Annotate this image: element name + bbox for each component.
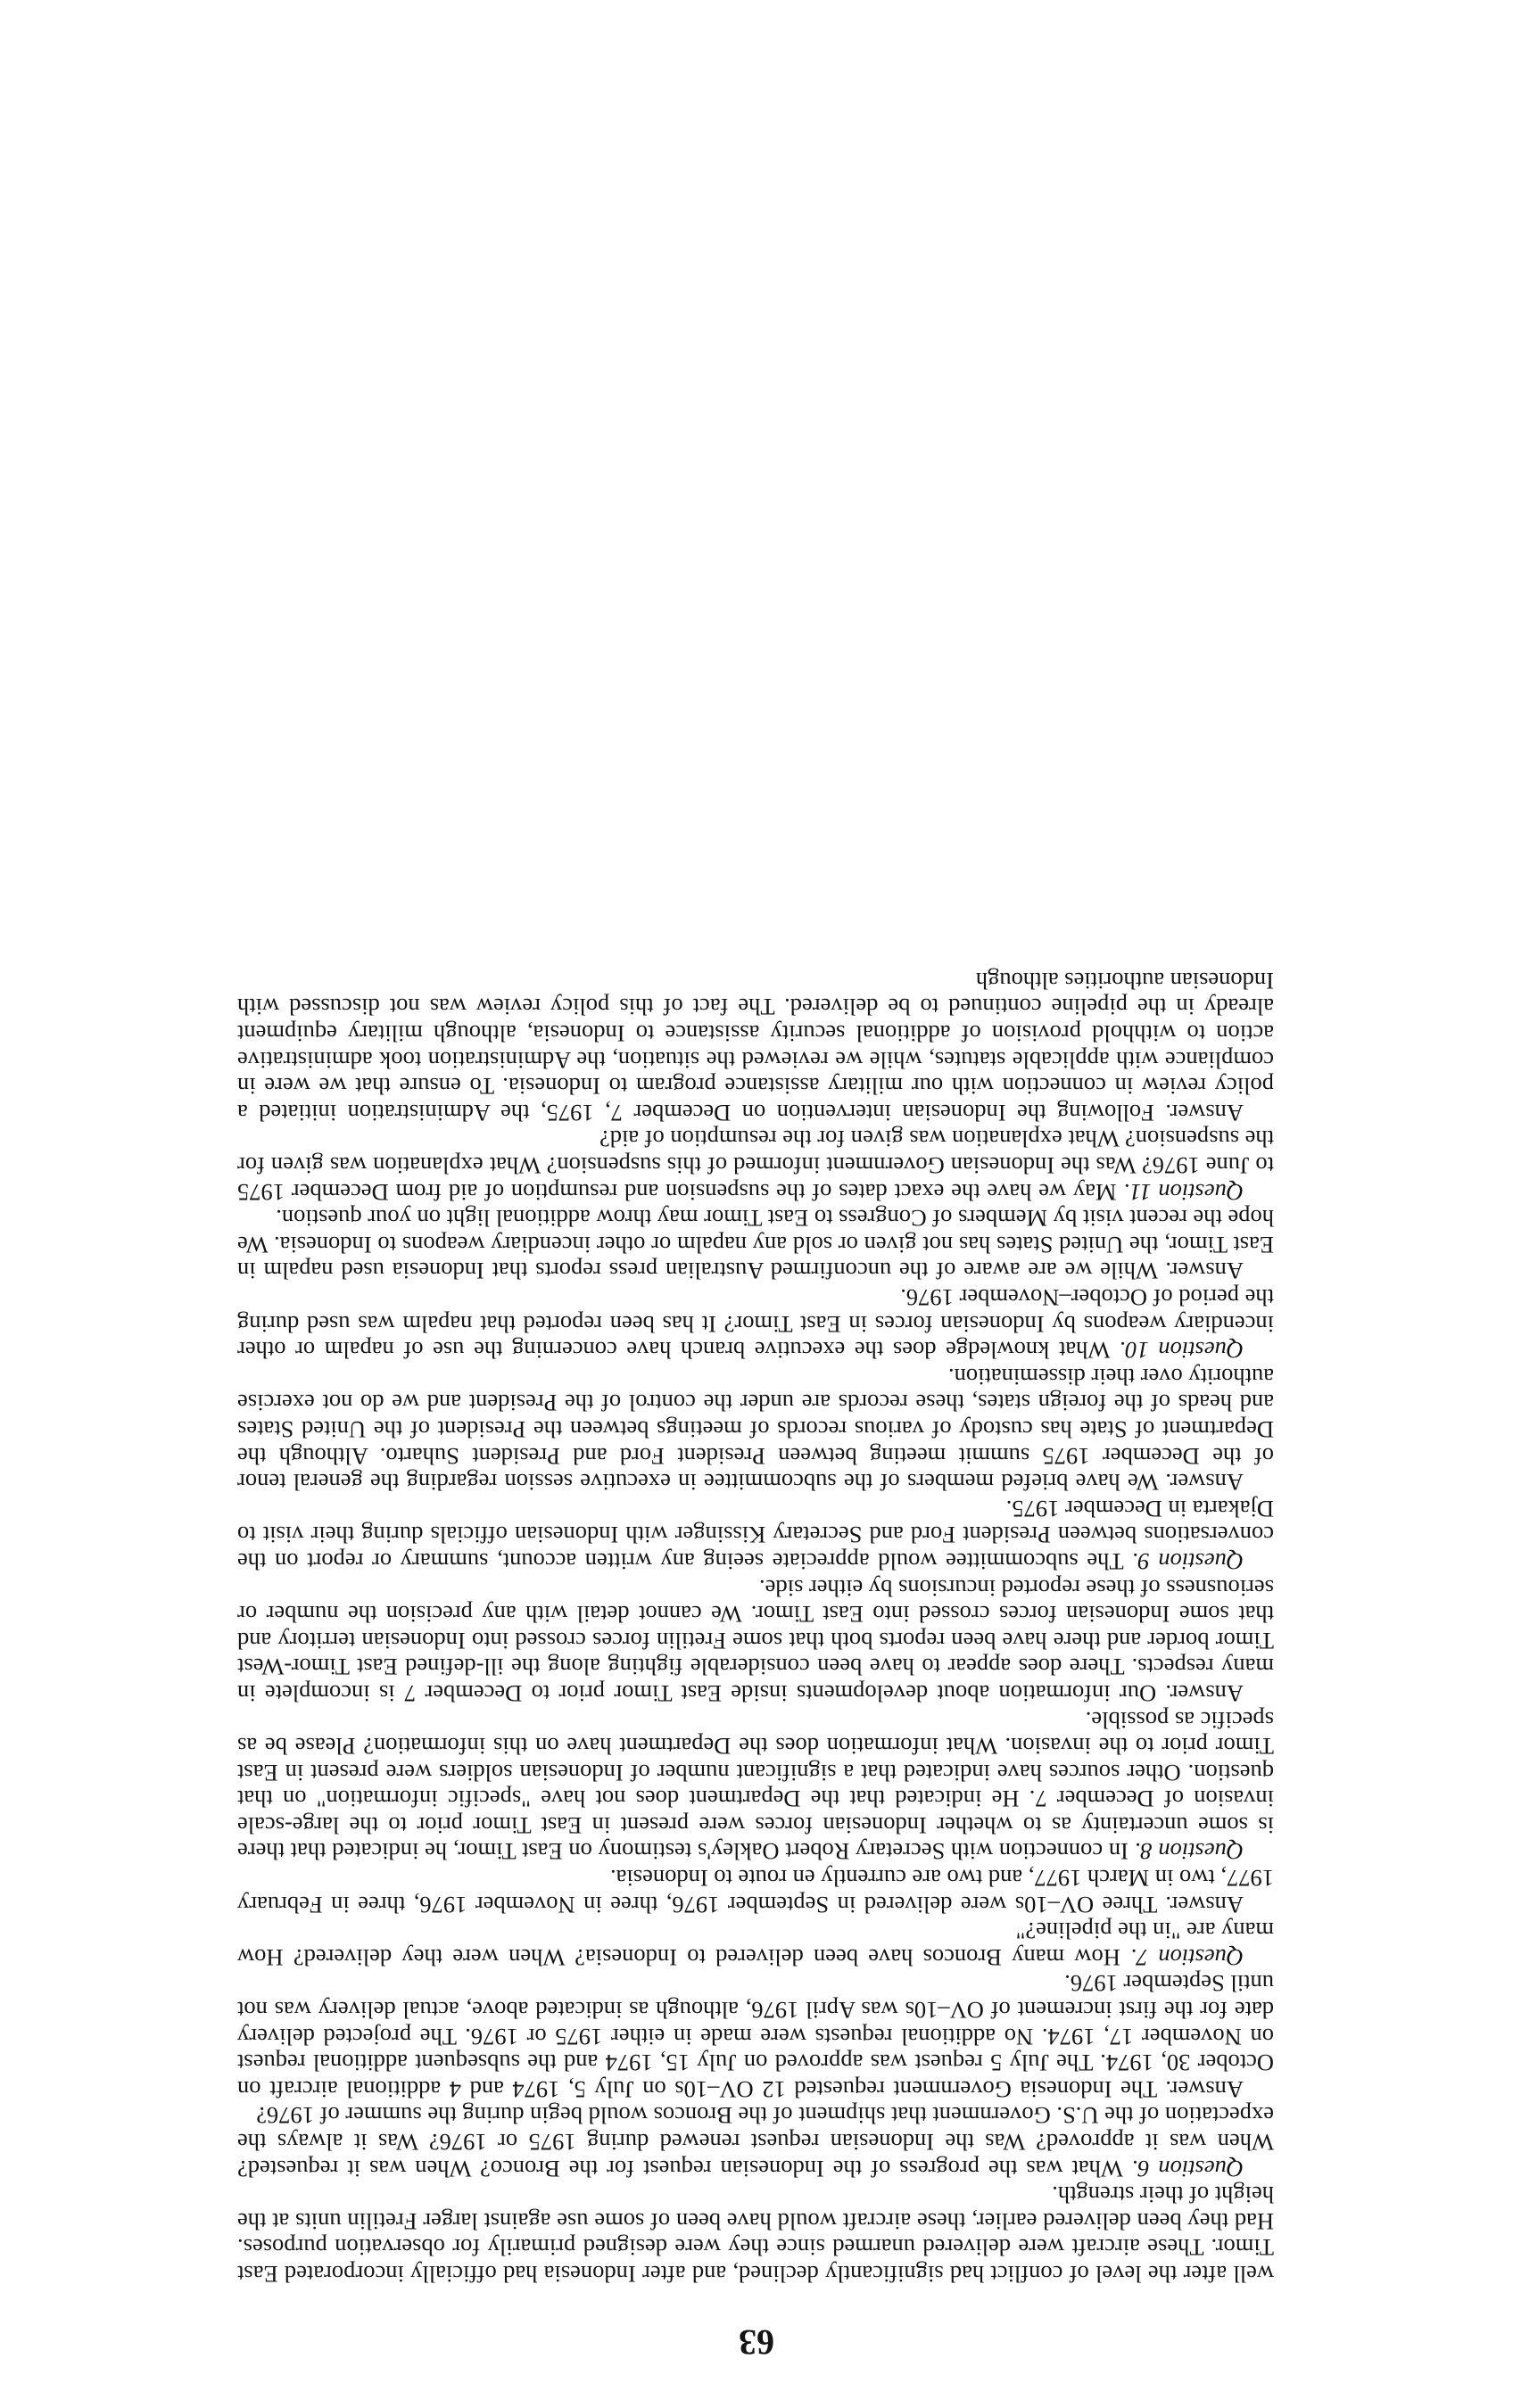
question-label: Question 11. — [1123, 1178, 1244, 1206]
question-label: Question 10. — [1119, 1337, 1244, 1365]
question-label: Question 6. — [1131, 2155, 1244, 2182]
paragraph-continuation — [237, 2181, 1274, 2287]
question-10 — [237, 1283, 1274, 1363]
question-text: What knowledge does the executive branch have concerning the use of napalm or other incendiary weapons by Indonesian forces in East Timor? It has been reported that napalm was used during the period of October–November 1976. — [237, 1284, 1274, 1365]
question-text: The subcommittee would appreciate seeing any written account, summary or report on the conversations between President Ford and Secretary Kissinger with Indonesian officials during their visit to Djakarta in December 1975. — [237, 1495, 1274, 1575]
answer-11 — [237, 967, 1274, 1126]
question-label: Question 7. — [1130, 1943, 1244, 1971]
body-text — [237, 967, 1274, 2287]
answer-text: Answer. Our information about developments inside East Timor prior to December 7 is incomplete in many respects. There does appear to have been considerable fighting along the ill-defined East Timor-West Timor border and there have been reports both that some Fretilin forces crossed into Indonesian territory and that some Indonesian forces crossed into East Timor. We cannot detail with any precision the number or seriousness of these reported incursions by either side. — [237, 1574, 1274, 1707]
answer-text: Answer. Three OV–10s were delivered in September 1976, three in November 1976, three in February 1977, two in March 1977, and two are currently en route to Indonesia. — [237, 1865, 1274, 1918]
question-text: May we have the exact dates of the suspension and resumption of aid from December 1975 to June 1976? Was the Indonesian Government informed of this suspension? What explanation was given for the suspension? What explanation was given for the resumption of aid? — [237, 1126, 1274, 1206]
answer-10 — [237, 1205, 1274, 1284]
question-7 — [237, 1917, 1274, 1970]
answer-text: Answer. Following the Indonesian intervention on December 7, 1975, the Administration initiated a policy review in connection with our military assistance program to Indonesia. To ensure that we were in compliance with applicable statutes, while we reviewed the situation, the Administration took administrative action to withhold provision of additional security assistance to Indonesia, although military equipment already in the pipeline continued to be delivered. The fact of this policy review was not discussed with Indonesian authorities although — [237, 967, 1274, 1126]
answer-6 — [237, 1970, 1274, 2102]
answer-7 — [237, 1865, 1274, 1917]
question-6 — [237, 2102, 1274, 2181]
question-8 — [237, 1706, 1274, 1865]
question-text: What was the progress of the Indonesian request for the Bronco? When was it requested? When was it approved? Was the Indonesian request renewed during 1975 or 1976? Was it always the expectation of the U.S. Government that shipment of the Broncos would begin during the summer of 1976? — [237, 2102, 1274, 2182]
question-11 — [237, 1126, 1274, 1205]
question-9 — [237, 1495, 1274, 1574]
question-label: Question 9. — [1131, 1547, 1244, 1575]
answer-text: Answer. While we are aware of the unconfirmed Australian press reports that Indonesia used napalm in East Timor, the United States has not given or sold any napalm or other incendiary weapons to Indonesia. We hope the recent visit by Members of Congress to East Timor may throw additional light on your question. — [237, 1205, 1274, 1285]
answer-9 — [237, 1363, 1274, 1495]
answer-text: Answer. The Indonesia Government requested 12 OV–10s on July 5, 1974 and 4 additional aircraft on October 30, 1974. The July 5 request was approved on July 15, 1974 and the subsequent additional request on November 17, 1974. No additional requests were made in either 1975 or 1976. The projected delivery date for the first increment of OV–10s was April 1976, although as indicated above, actual delivery was not until September 1976. — [237, 1970, 1274, 2103]
question-label: Question 8. — [1134, 1838, 1244, 1866]
answer-text: Answer. We have briefed members of the subcommittee in executive session regarding the general tenor of the December 1975 summit meeting between President Ford and President Suharto. Although the Department of State has custody of various records of meetings between the President of the United States and heads of the foreign states, these records are under the control of the President and we do not exercise authority over their dissemination. — [237, 1363, 1274, 1497]
page-number: 63 — [739, 2322, 774, 2363]
paragraph-text: well after the level of conflict had significantly declined, and after Indonesia had officially incorporated East Timor. These aircraft were delivered unarmed since they were designed primarily for observation purposes. Had they been delivered earlier, these aircraft would have been of some use against larger Fretilin units at the height of their strength. — [237, 2181, 1274, 2288]
answer-8 — [237, 1574, 1274, 1706]
question-text: How many Broncos have been delivered to Indonesia? When were they delivered? How many are "in the pipeline?" — [237, 1917, 1274, 1971]
question-text: In connection with Secretary Robert Oakley's testimony on East Timor, he indicated that there is some uncertainty as to whether Indonesian forces were present in East Timor prior to the large-scale invasion of December 7. He indicated that the Department does not have "specific information" on that question. Other sources have indicated that a significant number of Indonesian soldiers were present in East Timor prior to the invasion. What information does the Department have on this information? Please be as specific as possible. — [236, 1706, 1274, 1866]
